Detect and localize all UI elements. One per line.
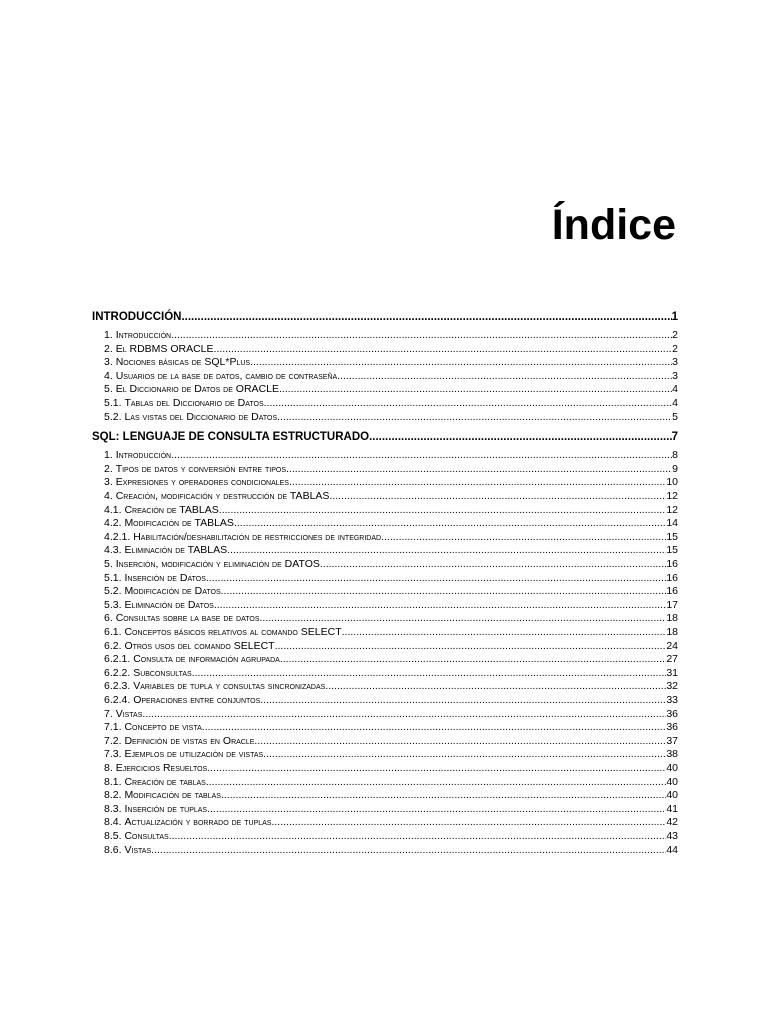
dot-leader bbox=[381, 531, 666, 545]
toc-entry-label: Creación de tablas bbox=[124, 775, 206, 788]
dot-leader bbox=[337, 370, 672, 384]
toc-section-entry[interactable] bbox=[92, 544, 678, 558]
toc-page-number: 18 bbox=[666, 612, 678, 625]
toc-page-number: 36 bbox=[666, 721, 678, 734]
toc-entry-label: Modificación de Datos bbox=[124, 585, 221, 598]
toc-entry-label: El Diccionario de Datos de ORACLE bbox=[115, 383, 279, 396]
dot-leader bbox=[207, 803, 666, 817]
toc-page-number: 10 bbox=[666, 476, 678, 489]
toc-page-number: 2 bbox=[672, 329, 678, 341]
dot-leader bbox=[171, 449, 672, 463]
toc-page-number: 18 bbox=[666, 626, 678, 638]
toc-section-entry[interactable] bbox=[92, 517, 678, 531]
toc-section-entry[interactable] bbox=[92, 585, 678, 599]
toc-entry-label: INTRODUCCIÓN bbox=[92, 311, 182, 323]
toc-page-number: 7 bbox=[671, 431, 678, 444]
toc-entry-label: Creación, modificación y destrucción de TABLAS bbox=[115, 490, 330, 502]
toc-section-entry[interactable] bbox=[92, 626, 678, 640]
dot-leader bbox=[289, 476, 666, 490]
toc-entry-number: 4.3. bbox=[104, 544, 122, 557]
toc-page-number: 9 bbox=[672, 462, 678, 475]
toc-page-number: 12 bbox=[666, 503, 678, 516]
dot-leader bbox=[207, 762, 666, 776]
dot-leader bbox=[214, 599, 666, 613]
toc-page-number: 32 bbox=[666, 680, 678, 693]
dot-leader bbox=[171, 329, 672, 343]
toc-section-entry[interactable] bbox=[92, 721, 678, 735]
toc-section-entry[interactable] bbox=[92, 476, 678, 490]
toc-page-number: 38 bbox=[666, 748, 678, 761]
dot-leader bbox=[169, 830, 667, 844]
toc-entry-number: 8.1. bbox=[104, 775, 122, 788]
toc-entry-label: Tablas del Diccionario de Datos bbox=[124, 397, 264, 409]
toc-entry-number: 7.1. bbox=[104, 721, 122, 734]
dot-leader bbox=[254, 735, 666, 749]
toc-section-entry[interactable] bbox=[92, 612, 678, 626]
toc-entry-label: Inserción de tuplas bbox=[124, 802, 208, 815]
toc-entry-number: 1. bbox=[104, 329, 113, 341]
toc-section-entry[interactable] bbox=[92, 356, 678, 370]
toc-page-number: 16 bbox=[666, 585, 678, 598]
toc-chapter-entry[interactable] bbox=[92, 429, 678, 445]
dot-leader bbox=[280, 653, 666, 667]
toc-entry-label: Variables de tupla y consultas sincronizadas bbox=[133, 680, 326, 693]
dot-leader bbox=[271, 816, 666, 830]
dot-leader bbox=[142, 708, 666, 722]
toc-page-number: 33 bbox=[666, 694, 678, 706]
toc-entry-label: Expresiones y operadores condicionales bbox=[115, 476, 289, 489]
toc-entry-label: SQL: LENGUAJE DE CONSULTA ESTRUCTURADO bbox=[92, 431, 370, 444]
toc-page-number: 12 bbox=[666, 490, 678, 502]
dot-leader bbox=[250, 356, 672, 370]
toc-entry-label: Subconsultas bbox=[133, 666, 192, 679]
toc-section-entry[interactable] bbox=[92, 411, 678, 425]
toc-entry-label: Otros usos del comando SELECT bbox=[124, 639, 275, 652]
toc-entry-label: Modificación de TABLAS bbox=[124, 517, 234, 530]
toc-page-number: 2 bbox=[672, 342, 678, 355]
toc-entry-number: 8.3. bbox=[104, 802, 122, 815]
toc-entry-number: 6.2.3. bbox=[104, 680, 131, 693]
toc-entry-label: Eliminación de TABLAS bbox=[124, 544, 228, 557]
toc-entry-label: Conceptos básicos relativos al comando SELECT bbox=[124, 626, 342, 638]
toc-page-number: 44 bbox=[666, 843, 678, 856]
toc-section-entry[interactable] bbox=[92, 789, 678, 803]
toc-section-entry[interactable] bbox=[92, 640, 678, 654]
toc-entry-label: Definición de vistas en Oracle bbox=[124, 734, 255, 747]
toc-entry-label: Concepto de vista bbox=[124, 721, 202, 734]
toc-entry-number: 4. bbox=[104, 490, 113, 502]
toc-section-entry[interactable] bbox=[92, 762, 678, 776]
toc-page-number: 24 bbox=[666, 639, 678, 652]
toc-entry-label: Introducción bbox=[115, 449, 172, 462]
toc-page-number: 16 bbox=[666, 558, 678, 570]
toc-entry-number: 4.2.1. bbox=[104, 530, 131, 543]
toc-entry-number: 8.4. bbox=[104, 816, 122, 829]
toc-page-number: 4 bbox=[672, 383, 678, 396]
toc-page-number: 36 bbox=[666, 707, 678, 720]
toc-page-number: 5 bbox=[672, 410, 678, 423]
toc-page-number: 4 bbox=[672, 397, 678, 409]
toc-page-number: 15 bbox=[666, 544, 678, 557]
dot-leader bbox=[206, 572, 666, 586]
toc-entry-label: Consultas sobre la base de datos bbox=[115, 612, 260, 625]
toc-page-number: 37 bbox=[666, 734, 678, 747]
toc-entry-label: Inserción, modificación y eliminación de DATOS bbox=[115, 558, 320, 570]
toc-entry-number: 3. bbox=[104, 356, 113, 369]
toc-entry-number: 8.2. bbox=[104, 789, 122, 802]
toc-entry-label: Ejemplos de utilización de vistas bbox=[124, 748, 264, 761]
toc-entry-label: Operaciones entre conjuntos bbox=[133, 694, 261, 706]
toc-entry-label: Creación de TABLAS bbox=[124, 503, 219, 516]
toc-entry-number: 5.2. bbox=[104, 585, 122, 598]
toc-entry-label: Vistas bbox=[124, 843, 152, 856]
toc-page-number: 31 bbox=[666, 666, 678, 679]
toc-entry-number: 5.3. bbox=[104, 598, 122, 611]
toc-entry-number: 8.6. bbox=[104, 843, 122, 856]
toc-entry-number: 4. bbox=[104, 369, 113, 382]
toc-entry-number: 5. bbox=[104, 383, 113, 396]
page-title: Índice bbox=[551, 201, 676, 249]
toc-entry-label: Consulta de información agrupada bbox=[133, 653, 280, 666]
toc-section-entry[interactable] bbox=[92, 531, 678, 545]
toc-entry-number: 7. bbox=[104, 707, 113, 720]
toc-entry-label: Las vistas del Diccionario de Datos bbox=[124, 410, 278, 423]
toc-entry-label: El RDBMS ORACLE bbox=[115, 342, 214, 355]
toc-entry-number: 7.3. bbox=[104, 748, 122, 761]
toc-section-entry[interactable] bbox=[92, 572, 678, 586]
toc-entry-number: 6.2.4. bbox=[104, 694, 131, 706]
toc-entry-number: 4.2. bbox=[104, 517, 122, 530]
dot-leader bbox=[279, 383, 672, 397]
toc-entry-number: 2. bbox=[104, 342, 113, 355]
toc-entry-number: 2. bbox=[104, 462, 113, 475]
toc-section-entry[interactable] bbox=[92, 735, 678, 749]
toc-chapter-entry[interactable] bbox=[92, 309, 678, 325]
dot-leader bbox=[192, 667, 667, 681]
toc-section-entry[interactable] bbox=[92, 816, 678, 830]
toc-section-entry[interactable] bbox=[92, 803, 678, 817]
toc-page-number: 42 bbox=[666, 816, 678, 829]
dot-leader bbox=[221, 585, 667, 599]
toc-page-number: 16 bbox=[666, 571, 678, 584]
toc-page-number: 3 bbox=[672, 356, 678, 369]
toc-section-entry[interactable] bbox=[92, 694, 678, 708]
dot-leader bbox=[325, 680, 666, 694]
dot-leader bbox=[275, 640, 667, 654]
toc-page-number: 8 bbox=[672, 449, 678, 462]
toc-section-entry[interactable] bbox=[92, 397, 678, 411]
toc-section-entry[interactable] bbox=[92, 680, 678, 694]
dot-leader bbox=[329, 490, 666, 504]
dot-leader bbox=[277, 411, 672, 425]
toc-page-number: 40 bbox=[666, 789, 678, 802]
dot-leader bbox=[342, 626, 667, 640]
toc-entry-number: 4.1. bbox=[104, 503, 122, 516]
toc-page-number: 43 bbox=[666, 830, 678, 842]
toc-entry-number: 6.2. bbox=[104, 639, 122, 652]
toc-page-number: 17 bbox=[666, 598, 678, 611]
toc-page-number: 40 bbox=[666, 762, 678, 774]
dot-leader bbox=[221, 789, 666, 803]
dot-leader bbox=[320, 558, 666, 572]
toc-section-entry[interactable] bbox=[92, 599, 678, 613]
toc-section-entry[interactable] bbox=[92, 844, 678, 858]
toc-entry-label: Tipos de datos y conversión entre tipos bbox=[115, 462, 286, 475]
toc-section-entry[interactable] bbox=[92, 449, 678, 463]
toc-section-entry[interactable] bbox=[92, 830, 678, 844]
toc-section-entry[interactable] bbox=[92, 490, 678, 504]
dot-leader bbox=[206, 776, 667, 790]
toc-entry-number: 1. bbox=[104, 449, 113, 462]
toc-entry-number: 6.2.1. bbox=[104, 653, 131, 666]
dot-leader bbox=[214, 343, 673, 357]
toc-page-number: 1 bbox=[671, 311, 678, 323]
toc-entry-label: Nociones básicas de SQL*Plus bbox=[115, 356, 251, 369]
dot-leader bbox=[260, 612, 667, 626]
toc-section-entry[interactable] bbox=[92, 343, 678, 357]
toc-section-entry[interactable] bbox=[92, 329, 678, 343]
toc-section-entry[interactable] bbox=[92, 504, 678, 518]
toc-section-entry[interactable] bbox=[92, 463, 678, 477]
toc-entry-number: 5.1. bbox=[104, 571, 122, 584]
toc-section-entry[interactable] bbox=[92, 748, 678, 762]
toc-section-entry[interactable] bbox=[92, 383, 678, 397]
toc-entry-number: 6.2.2. bbox=[104, 666, 131, 679]
toc-entry-number: 8. bbox=[104, 762, 113, 774]
dot-leader bbox=[181, 309, 671, 325]
toc-section-entry[interactable] bbox=[92, 776, 678, 790]
toc-entry-label: Usuarios de la base de datos, cambio de contraseña bbox=[115, 369, 338, 382]
toc-entry-label: Ejercicios Resueltos bbox=[115, 762, 208, 774]
toc-section-entry[interactable] bbox=[92, 708, 678, 722]
toc-section-entry[interactable] bbox=[92, 558, 678, 572]
toc-entry-number: 5. bbox=[104, 558, 113, 570]
toc-page-number: 14 bbox=[666, 517, 678, 530]
toc-entry-number: 3. bbox=[104, 476, 113, 489]
toc-section-entry[interactable] bbox=[92, 653, 678, 667]
toc-entry-label: Habilitación/deshabilitación de restricciones de integridad bbox=[133, 530, 382, 543]
toc-entry-label: Modificación de tablas bbox=[124, 789, 221, 802]
toc-page-number: 3 bbox=[672, 369, 678, 382]
toc-page-number: 40 bbox=[666, 775, 678, 788]
toc-page-number: 27 bbox=[666, 653, 678, 666]
dot-leader bbox=[151, 844, 666, 858]
toc-entry-label: Consultas bbox=[124, 830, 169, 842]
toc-entry-number: 7.2. bbox=[104, 734, 122, 747]
toc-entry-number: 6.1. bbox=[104, 626, 122, 638]
dot-leader bbox=[234, 517, 666, 531]
dot-leader bbox=[260, 694, 666, 708]
toc-entry-label: Actualización y borrado de tuplas bbox=[124, 816, 272, 829]
toc-section-entry[interactable] bbox=[92, 667, 678, 681]
dot-leader bbox=[263, 748, 666, 762]
toc-page-number: 41 bbox=[666, 802, 678, 815]
dot-leader bbox=[219, 504, 667, 518]
toc-entry-label: Introducción bbox=[115, 329, 172, 341]
dot-leader bbox=[369, 429, 672, 445]
dot-leader bbox=[202, 721, 667, 735]
toc-entry-number: 8.5. bbox=[104, 830, 122, 842]
toc-entry-label: Inserción de Datos bbox=[124, 571, 206, 584]
toc-section-entry[interactable] bbox=[92, 370, 678, 384]
toc-page-number: 15 bbox=[666, 530, 678, 543]
toc-entry-number: 5.1. bbox=[104, 397, 122, 409]
toc-entry-number: 5.2. bbox=[104, 410, 122, 423]
toc-entry-label: Eliminación de Datos bbox=[124, 598, 214, 611]
toc-entry-label: Vistas bbox=[115, 707, 143, 720]
dot-leader bbox=[264, 397, 673, 411]
dot-leader bbox=[227, 544, 666, 558]
toc-entry-number: 6. bbox=[104, 612, 113, 625]
dot-leader bbox=[286, 463, 672, 477]
